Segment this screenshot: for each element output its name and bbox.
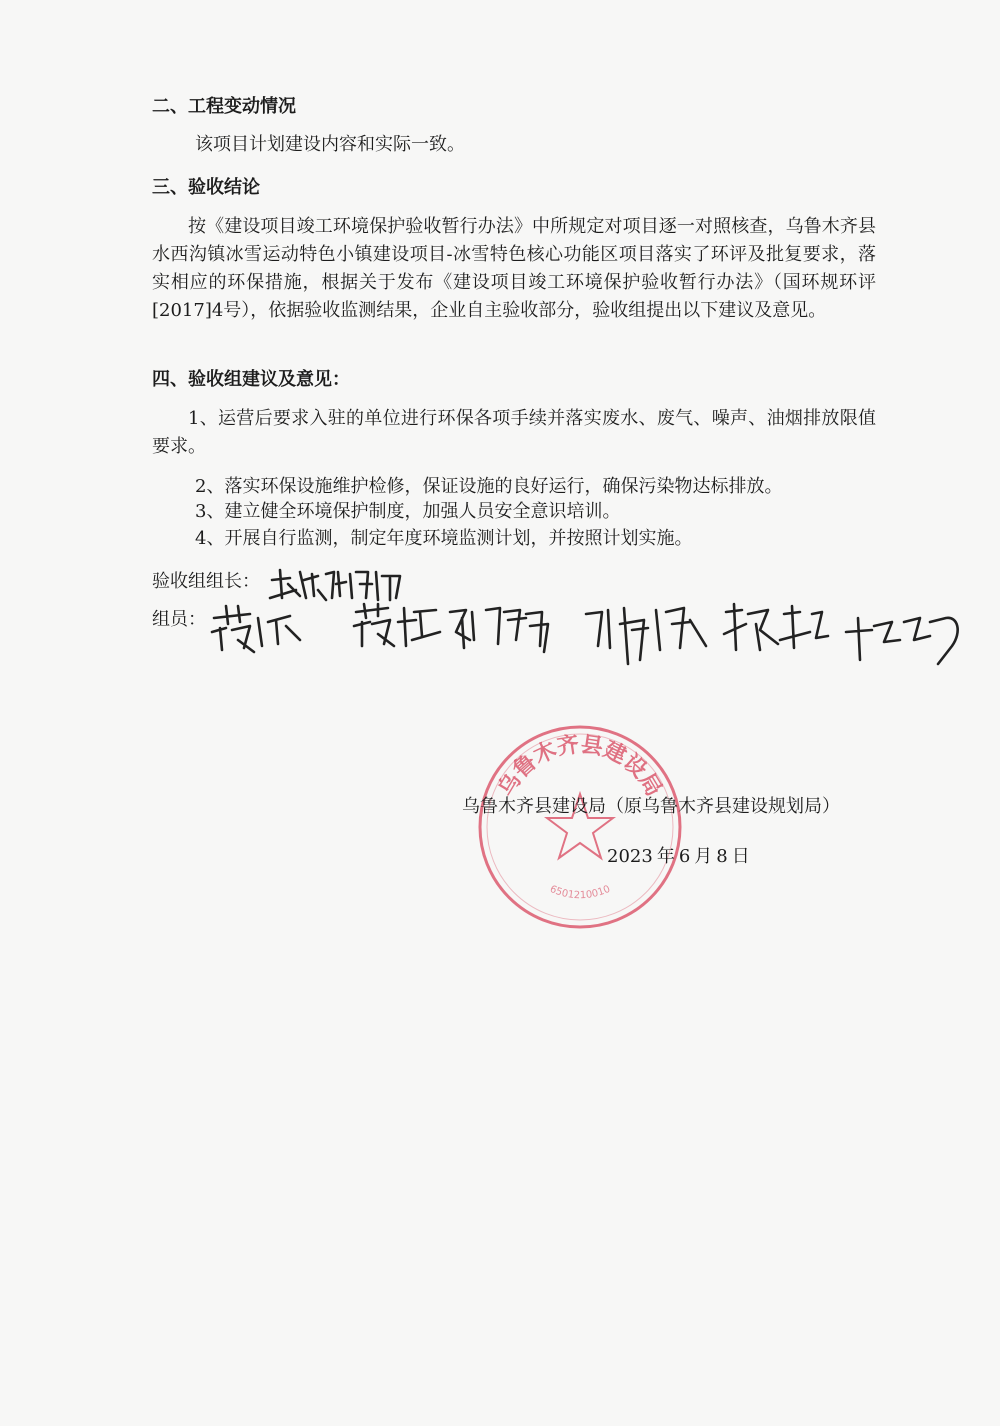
issuer-name: 乌鲁木齐县建设局（原乌鲁木齐县建设规划局） (462, 796, 840, 817)
svg-text:乌鲁木齐县建设局 (493, 731, 666, 800)
suggestion-4: 4、开展自行监测，制定年度环境监测计划，并按照计划实施。 (195, 528, 693, 549)
issue-date-day: 8 (716, 846, 728, 867)
group-leader-label: 验收组组长： (152, 571, 260, 592)
section-3-body: 按《建设项目竣工环境保护验收暂行办法》中所规定对项目逐一对照核查，乌鲁木齐县水西沟镇冰雪运动特色小镇建设项目-冰雪特色核心功能区项目落实了环评及批复要求，落实相应的环保措施，根据关于发布《建设项目竣工环境保护验收暂行办法》（国环规环评[2017]4号），依据验收监测结果，企业自主验收部分，验收组提出以下建议及意见。 (152, 216, 876, 321)
suggestion-2: 2、落实环保设施维护检修，保证设施的良好运行，确保污染物达标排放。 (195, 476, 783, 497)
issue-date-day-unit: 日 (731, 846, 750, 867)
suggestion-3: 3、建立健全环境保护制度，加强人员安全意识培训。 (195, 501, 621, 522)
member-signature-4 (586, 608, 706, 664)
issue-date (607, 845, 754, 869)
seal-text: 乌鲁木齐县建设局 (493, 732, 667, 801)
member-signature-3 (450, 608, 548, 652)
seal-code: 6501210010 (547, 883, 613, 902)
issue-date-month: 6 (678, 846, 691, 867)
section-3-heading: 三、验收结论 (152, 177, 260, 198)
svg-text:6501210010 (548, 884, 612, 901)
issue-date-year: 2023 (607, 846, 653, 867)
section-2-body: 该项目计划建设内容和实际一致。 (195, 134, 465, 155)
issue-date-year-unit: 年 (656, 846, 675, 867)
section-4-heading: 四、验收组建议及意见： (152, 369, 350, 390)
member-signature-6 (846, 618, 958, 664)
group-members-label: 组员： (152, 609, 206, 630)
section-2-heading: 二、工程变动情况 (152, 96, 296, 117)
leader-signature (270, 570, 400, 600)
official-seal (475, 722, 685, 932)
member-signature-2 (354, 604, 440, 646)
member-signature-5 (724, 604, 828, 650)
suggestion-1: 1、运营后要求入驻的单位进行环保各项手续并落实废水、废气、噪声、油烟排放限值要求。 (152, 408, 876, 457)
member-signature-1 (212, 606, 300, 652)
issue-date-month-unit: 月 (694, 846, 713, 867)
